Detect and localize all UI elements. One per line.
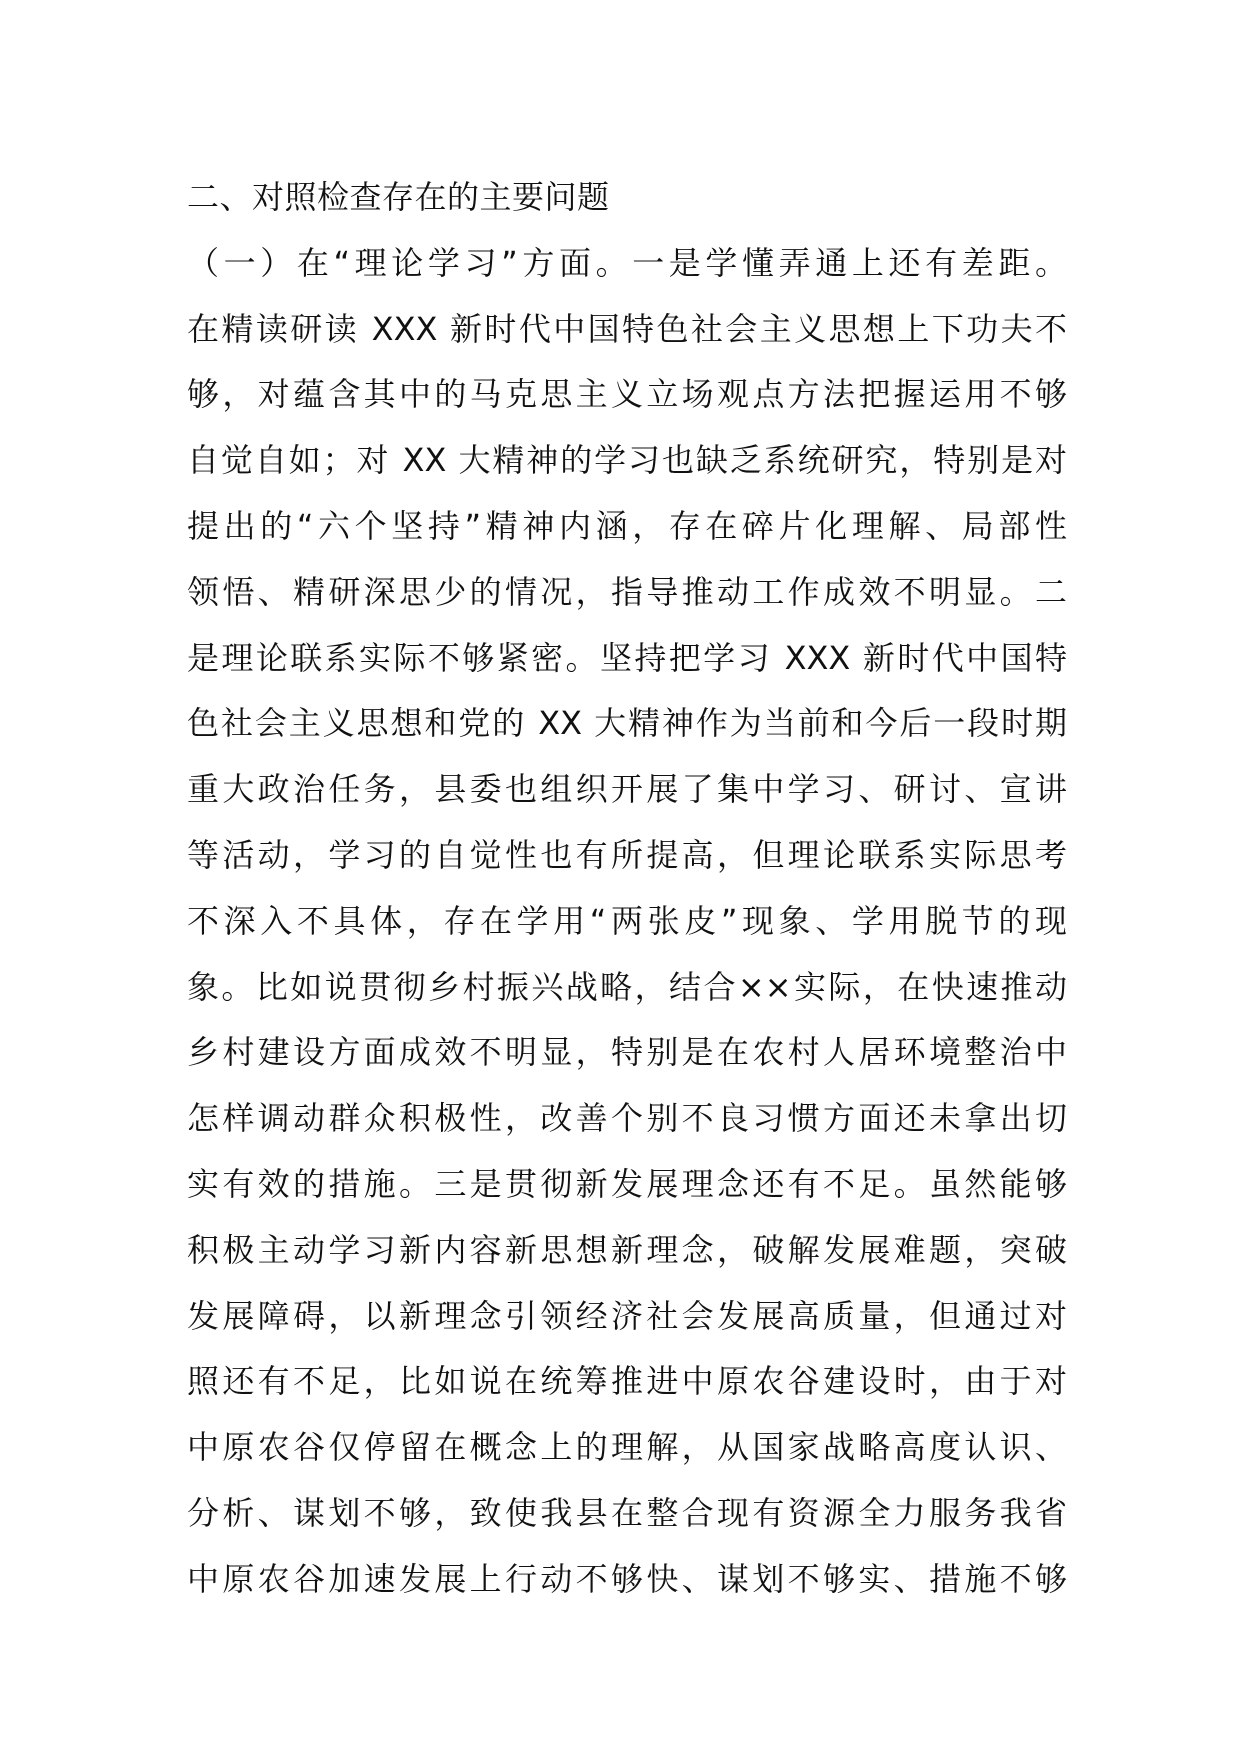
paragraph-line: 是理论联系实际不够紧密。坚持把学习 XXX 新时代中国特 xyxy=(187,638,1067,677)
paragraph-line: 在精读研读 XXX 新时代中国特色社会主义思想上下功夫不 xyxy=(187,309,1067,348)
paragraph-line: 不深入不具体，存在学用“两张皮”现象、学用脱节的现 xyxy=(187,901,1067,940)
paragraph-line: 乡村建设方面成效不明显，特别是在农村人居环境整治中 xyxy=(187,1033,1067,1072)
paragraph-line: 中原农谷加速发展上行动不够快、谋划不够实、措施不够 xyxy=(187,1559,1067,1598)
paragraph-line: 中原农谷仅停留在概念上的理解，从国家战略高度认识、 xyxy=(187,1428,1067,1467)
paragraph-line: 重大政治任务，县委也组织开展了集中学习、研讨、宣讲 xyxy=(187,770,1067,809)
paragraph-line: 色社会主义思想和党的 XX 大精神作为当前和今后一段时期 xyxy=(187,704,1067,743)
paragraph-line: 分析、谋划不够，致使我县在整合现有资源全力服务我省 xyxy=(187,1493,1067,1532)
section-heading: 二、对照检查存在的主要问题 xyxy=(187,178,610,216)
document-body xyxy=(187,165,1067,1613)
paragraph-line: 象。比如说贯彻乡村振兴战略，结合××实际，在快速推动 xyxy=(187,967,1067,1006)
paragraph-line: 自觉自如；对 XX 大精神的学习也缺乏系统研究，特别是对 xyxy=(187,441,1067,480)
paragraph-line: 提出的“六个坚持”精神内涵，存在碎片化理解、局部性 xyxy=(187,506,1067,545)
paragraph-line: 够，对蕴含其中的马克思主义立场观点方法把握运用不够 xyxy=(187,375,1067,414)
paragraph-line: 等活动，学习的自觉性也有所提高，但理论联系实际思考 xyxy=(187,835,1067,874)
paragraph-line: 领悟、精研深思少的情况，指导推动工作成效不明显。二 xyxy=(187,572,1067,611)
paragraph-line: 实有效的措施。三是贯彻新发展理念还有不足。虽然能够 xyxy=(187,1164,1067,1203)
paragraph-line: 发展障碍，以新理念引领经济社会发展高质量，但通过对 xyxy=(187,1296,1067,1335)
paragraph-line: 积极主动学习新内容新思想新理念，破解发展难题，突破 xyxy=(187,1230,1067,1269)
paragraph-line: 照还有不足，比如说在统筹推进中原农谷建设时，由于对 xyxy=(187,1362,1067,1401)
paragraph-line: 怎样调动群众积极性，改善个别不良习惯方面还未拿出切 xyxy=(187,1099,1067,1138)
paragraph-line: （一）在“理论学习”方面。一是学懂弄通上还有差距。 xyxy=(187,243,1067,282)
